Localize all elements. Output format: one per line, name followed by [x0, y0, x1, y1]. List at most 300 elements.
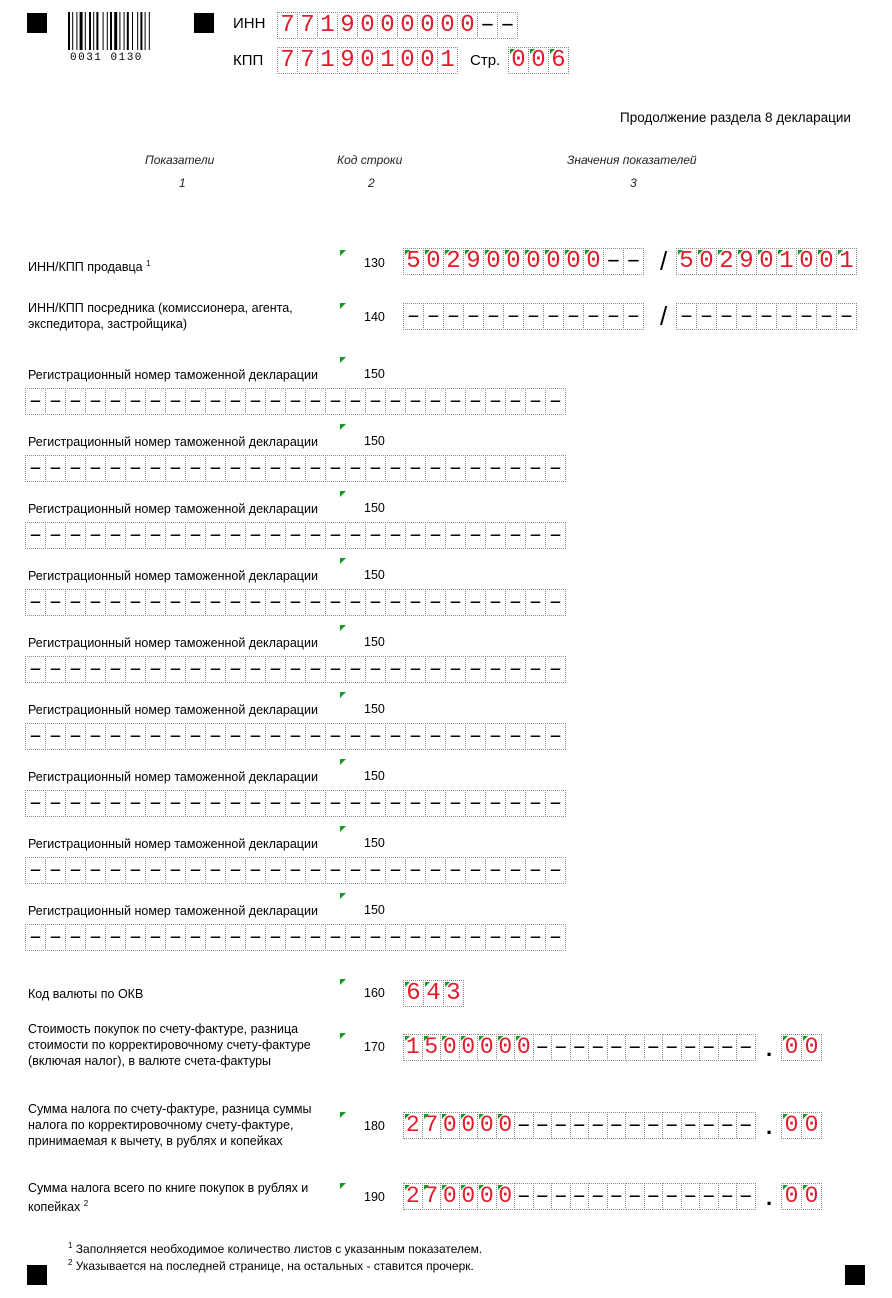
customs-label: Регистрационный номер таможенной декларации: [28, 435, 318, 449]
char-cell: –: [305, 589, 326, 616]
cell-corner-mark: [758, 250, 763, 255]
char-cell: –: [445, 388, 466, 415]
char-cell: 9: [337, 47, 358, 74]
cell-corner-mark: [516, 1036, 521, 1041]
customs-number-cells[interactable]: [25, 857, 565, 884]
char-cell: –: [365, 522, 386, 549]
total-cells[interactable]: [403, 1183, 755, 1210]
cell-corner-mark: [479, 1036, 484, 1041]
char-cell: 2: [443, 248, 464, 275]
char-cell: –: [405, 455, 426, 482]
char-cell: –: [570, 1183, 590, 1210]
cell-corner-mark: [505, 250, 510, 255]
seller-kpp-cells[interactable]: [676, 248, 856, 275]
char-cell: –: [607, 1034, 627, 1061]
seller-label: ИНН/КПП продавца $^1$: [28, 259, 151, 275]
cell-corner-mark: [778, 250, 783, 255]
char-cell: –: [265, 656, 286, 683]
char-cell: –: [265, 589, 286, 616]
cell-corner-mark: [405, 250, 410, 255]
cell-corner-mark: [510, 49, 515, 54]
char-cell: –: [305, 790, 326, 817]
char-cell: –: [145, 790, 166, 817]
char-cell: –: [285, 589, 306, 616]
cost-cells[interactable]: [403, 1034, 755, 1061]
char-cell: –: [796, 303, 817, 330]
char-cell: –: [145, 388, 166, 415]
char-cell: –: [25, 656, 46, 683]
char-cell: –: [85, 388, 106, 415]
total-label: Сумма налога всего по книге покупок в рублях и копейках $^2$: [28, 1181, 309, 1215]
char-cell: –: [445, 790, 466, 817]
char-cell: –: [505, 656, 526, 683]
char-cell: –: [625, 1183, 645, 1210]
cost-decimal-point: .: [766, 1036, 773, 1061]
char-cell: –: [345, 857, 366, 884]
char-cell: –: [525, 388, 546, 415]
char-cell: –: [385, 857, 406, 884]
customs-label: Регистрационный номер таможенной декларации: [28, 502, 318, 516]
intermediary-kpp-cells[interactable]: [676, 303, 856, 330]
char-cell: –: [225, 589, 246, 616]
code-marker: [340, 893, 346, 899]
char-cell: –: [165, 455, 186, 482]
cell-corner-mark: [479, 1185, 484, 1190]
char-cell: –: [485, 656, 506, 683]
char-cell: –: [405, 656, 426, 683]
char-cell: –: [105, 790, 126, 817]
char-cell: –: [265, 455, 286, 482]
intermediary-slash: /: [660, 301, 668, 331]
code-marker: [340, 491, 346, 497]
tax-label: Сумма налога по счету-фактуре, разница суммы налога по корректировочному счету-фактуре, принимаемая к вычету, в рублях и копейках: [28, 1102, 312, 1148]
inn-label: ИНН: [233, 15, 266, 32]
barcode-bar: [85, 12, 86, 50]
char-cell: –: [756, 303, 777, 330]
char-cell: –: [736, 1112, 756, 1139]
char-cell: –: [425, 589, 446, 616]
char-cell: –: [425, 455, 446, 482]
char-cell: 0: [801, 1034, 822, 1061]
barcode-bar: [149, 12, 150, 50]
barcode-bar: [119, 12, 120, 50]
char-cell: –: [662, 1112, 682, 1139]
char-cell: 1: [437, 47, 458, 74]
kpp-cells[interactable]: [277, 47, 457, 74]
char-cell: –: [477, 12, 498, 39]
char-cell: –: [165, 656, 186, 683]
char-cell: –: [736, 303, 757, 330]
char-cell: –: [533, 1034, 553, 1061]
char-cell: –: [718, 1112, 738, 1139]
char-cell: –: [245, 924, 266, 951]
char-cell: –: [545, 388, 566, 415]
char-cell: –: [285, 522, 306, 549]
char-cell: –: [165, 924, 186, 951]
char-cell: 0: [440, 1034, 460, 1061]
char-cell: –: [405, 589, 426, 616]
char-cell: –: [485, 589, 506, 616]
cell-corner-mark: [425, 982, 430, 987]
customs-number-cells[interactable]: [25, 522, 565, 549]
cell-corner-mark: [405, 1185, 410, 1190]
cell-corner-mark: [442, 1185, 447, 1190]
customs-number-cells[interactable]: [25, 924, 565, 951]
char-cell: –: [644, 1183, 664, 1210]
char-cell: –: [525, 522, 546, 549]
char-cell: 0: [397, 47, 418, 74]
char-cell: –: [145, 924, 166, 951]
char-cell: –: [165, 522, 186, 549]
char-cell: –: [125, 790, 146, 817]
cost-kopeck-cells[interactable]: [781, 1034, 821, 1061]
footnote-1: $^1$ Заполняется необходимое количество листов с указанным показателем.: [68, 1241, 483, 1256]
char-cell: –: [185, 388, 206, 415]
char-cell: –: [285, 656, 306, 683]
cell-corner-mark: [461, 1036, 466, 1041]
char-cell: –: [325, 522, 346, 549]
customs-number-cells[interactable]: [25, 589, 565, 616]
char-cell: –: [325, 857, 346, 884]
char-cell: –: [425, 723, 446, 750]
barcode-bar: [124, 12, 125, 50]
char-cell: –: [305, 723, 326, 750]
char-cell: –: [305, 388, 326, 415]
char-cell: –: [205, 857, 226, 884]
code-marker: [340, 1183, 346, 1189]
barcode-bar: [137, 12, 138, 50]
tax-cells[interactable]: [403, 1112, 755, 1139]
char-cell: –: [185, 857, 206, 884]
char-cell: –: [105, 388, 126, 415]
char-cell: –: [65, 455, 86, 482]
char-cell: –: [165, 589, 186, 616]
customs-number-cells[interactable]: [25, 455, 565, 482]
char-cell: –: [465, 388, 486, 415]
char-cell: –: [205, 790, 226, 817]
char-cell: –: [105, 455, 126, 482]
char-cell: –: [405, 522, 426, 549]
char-cell: –: [623, 303, 644, 330]
barcode-bar: [127, 12, 129, 50]
char-cell: –: [405, 790, 426, 817]
char-cell: –: [65, 857, 86, 884]
char-cell: 0: [483, 248, 504, 275]
char-cell: –: [716, 303, 737, 330]
char-cell: –: [145, 589, 166, 616]
char-cell: 0: [477, 1034, 497, 1061]
char-cell: –: [325, 455, 346, 482]
code-marker: [340, 692, 346, 698]
char-cell: 1: [317, 12, 338, 39]
char-cell: –: [65, 790, 86, 817]
cell-corner-mark: [424, 1114, 429, 1119]
char-cell: –: [681, 1034, 701, 1061]
cell-corner-mark: [405, 1036, 410, 1041]
cost-code: 170: [364, 1040, 385, 1054]
char-cell: –: [423, 303, 444, 330]
cell-corner-mark: [461, 1185, 466, 1190]
char-cell: –: [225, 388, 246, 415]
char-cell: –: [545, 924, 566, 951]
cell-corner-mark: [445, 982, 450, 987]
char-cell: –: [365, 723, 386, 750]
char-cell: –: [588, 1112, 608, 1139]
char-cell: –: [205, 723, 226, 750]
char-cell: –: [385, 522, 406, 549]
cell-corner-mark: [718, 250, 723, 255]
corner-marker-bottom-left: [27, 1265, 47, 1285]
char-cell: 0: [423, 248, 444, 275]
customs-code: 150: [364, 434, 385, 448]
char-cell: 7: [277, 47, 298, 74]
char-cell: –: [25, 790, 46, 817]
char-cell: –: [105, 589, 126, 616]
customs-number-cells[interactable]: [25, 723, 565, 750]
cell-corner-mark: [545, 250, 550, 255]
char-cell: –: [305, 924, 326, 951]
char-cell: –: [570, 1034, 590, 1061]
char-cell: –: [285, 857, 306, 884]
code-marker: [340, 250, 346, 256]
currency-code: 160: [364, 986, 385, 1000]
barcode-bar: [145, 12, 146, 50]
char-cell: 1: [377, 47, 398, 74]
barcode-bar: [103, 12, 104, 50]
char-cell: –: [105, 522, 126, 549]
char-cell: –: [625, 1112, 645, 1139]
char-cell: –: [185, 589, 206, 616]
char-cell: 0: [781, 1183, 802, 1210]
char-cell: –: [405, 857, 426, 884]
char-cell: –: [676, 303, 697, 330]
inn-cells[interactable]: [277, 12, 517, 39]
char-cell: –: [225, 723, 246, 750]
char-cell: –: [505, 857, 526, 884]
char-cell: –: [65, 388, 86, 415]
char-cell: 0: [437, 12, 458, 39]
code-marker: [340, 357, 346, 363]
char-cell: –: [85, 656, 106, 683]
char-cell: –: [345, 589, 366, 616]
char-cell: –: [265, 924, 286, 951]
char-cell: –: [45, 455, 66, 482]
page-cells[interactable]: [508, 47, 568, 74]
tax-code: 180: [364, 1119, 385, 1133]
char-cell: 0: [781, 1034, 802, 1061]
char-cell: –: [245, 455, 266, 482]
char-cell: –: [225, 790, 246, 817]
column-number-3: 3: [630, 176, 637, 190]
customs-code: 150: [364, 367, 385, 381]
char-cell: –: [45, 656, 66, 683]
char-cell: –: [65, 924, 86, 951]
char-cell: –: [445, 857, 466, 884]
seller-code: 130: [364, 256, 385, 270]
char-cell: 5: [403, 248, 424, 275]
char-cell: –: [365, 857, 386, 884]
char-cell: –: [265, 388, 286, 415]
customs-code: 150: [364, 769, 385, 783]
char-cell: –: [85, 522, 106, 549]
barcode-bar: [107, 12, 108, 50]
char-cell: –: [325, 924, 346, 951]
cell-corner-mark: [424, 1185, 429, 1190]
cell-corner-mark: [405, 982, 410, 987]
char-cell: –: [25, 455, 46, 482]
char-cell: –: [425, 656, 446, 683]
char-cell: –: [365, 589, 386, 616]
code-marker: [340, 558, 346, 564]
char-cell: –: [545, 857, 566, 884]
cell-corner-mark: [424, 1036, 429, 1041]
currency-cells[interactable]: [403, 980, 463, 1007]
seller-slash: /: [660, 246, 668, 276]
char-cell: –: [345, 723, 366, 750]
char-cell: 7: [297, 47, 318, 74]
seller-inn-cells[interactable]: [403, 248, 643, 275]
customs-code: 150: [364, 702, 385, 716]
char-cell: –: [445, 656, 466, 683]
barcode-bar: [72, 12, 73, 50]
code-marker: [340, 1112, 346, 1118]
char-cell: –: [485, 790, 506, 817]
char-cell: –: [285, 790, 306, 817]
char-cell: –: [245, 857, 266, 884]
char-cell: –: [265, 723, 286, 750]
char-cell: –: [165, 388, 186, 415]
customs-code: 150: [364, 836, 385, 850]
char-cell: 2: [403, 1183, 423, 1210]
char-cell: –: [265, 522, 286, 549]
customs-number-cells[interactable]: [25, 656, 565, 683]
char-cell: –: [245, 790, 266, 817]
char-cell: –: [816, 303, 837, 330]
char-cell: 0: [563, 248, 584, 275]
cell-corner-mark: [498, 1114, 503, 1119]
char-cell: –: [465, 589, 486, 616]
char-cell: –: [551, 1183, 571, 1210]
char-cell: 2: [716, 248, 737, 275]
code-marker: [340, 1033, 346, 1039]
cell-corner-mark: [498, 1036, 503, 1041]
barcode-bar: [110, 12, 112, 50]
char-cell: 6: [403, 980, 424, 1007]
char-cell: –: [225, 656, 246, 683]
customs-number-cells[interactable]: [25, 388, 565, 415]
char-cell: –: [345, 924, 366, 951]
char-cell: 0: [543, 248, 564, 275]
char-cell: –: [603, 303, 624, 330]
char-cell: –: [505, 723, 526, 750]
char-cell: –: [145, 455, 166, 482]
cell-corner-mark: [550, 49, 555, 54]
page-label: Стр.: [470, 52, 501, 69]
char-cell: –: [607, 1183, 627, 1210]
char-cell: –: [551, 1112, 571, 1139]
char-cell: –: [696, 303, 717, 330]
code-marker: [340, 759, 346, 765]
char-cell: –: [185, 790, 206, 817]
customs-code: 150: [364, 903, 385, 917]
char-cell: 0: [457, 12, 478, 39]
char-cell: 7: [422, 1112, 442, 1139]
char-cell: –: [25, 723, 46, 750]
char-cell: –: [25, 589, 46, 616]
char-cell: –: [345, 388, 366, 415]
char-cell: –: [505, 790, 526, 817]
char-cell: –: [588, 1183, 608, 1210]
char-cell: 5: [676, 248, 697, 275]
char-cell: –: [345, 455, 366, 482]
char-cell: –: [625, 1034, 645, 1061]
char-cell: –: [325, 723, 346, 750]
char-cell: 5: [422, 1034, 442, 1061]
code-marker: [340, 625, 346, 631]
char-cell: –: [385, 723, 406, 750]
char-cell: –: [325, 388, 346, 415]
char-cell: –: [545, 790, 566, 817]
barcode-bar: [114, 12, 117, 50]
char-cell: 0: [459, 1183, 479, 1210]
char-cell: –: [545, 589, 566, 616]
char-cell: –: [563, 303, 584, 330]
char-cell: –: [205, 522, 226, 549]
char-cell: –: [545, 522, 566, 549]
char-cell: –: [405, 388, 426, 415]
barcode-bar: [80, 12, 83, 50]
char-cell: –: [699, 1112, 719, 1139]
char-cell: –: [385, 455, 406, 482]
char-cell: –: [65, 723, 86, 750]
char-cell: –: [603, 248, 624, 275]
intermediary-inn-cells[interactable]: [403, 303, 643, 330]
char-cell: 9: [463, 248, 484, 275]
cost-label: Стоимость покупок по счету-фактуре, разница стоимости по корректировочному счету-фактуре (включая налог), в валюте счета-фактуры: [28, 1022, 311, 1068]
char-cell: –: [681, 1112, 701, 1139]
char-cell: –: [225, 924, 246, 951]
barcode-bar: [132, 12, 133, 50]
char-cell: 0: [583, 248, 604, 275]
char-cell: –: [345, 656, 366, 683]
char-cell: 0: [496, 1183, 516, 1210]
char-cell: 0: [357, 12, 378, 39]
cell-corner-mark: [498, 1185, 503, 1190]
customs-number-cells[interactable]: [25, 790, 565, 817]
customs-code: 150: [364, 568, 385, 582]
char-cell: –: [425, 857, 446, 884]
char-cell: –: [425, 522, 446, 549]
char-cell: –: [545, 455, 566, 482]
char-cell: 1: [317, 47, 338, 74]
char-cell: –: [525, 723, 546, 750]
char-cell: –: [543, 303, 564, 330]
char-cell: 7: [277, 12, 298, 39]
char-cell: –: [285, 455, 306, 482]
char-cell: –: [345, 790, 366, 817]
char-cell: –: [405, 924, 426, 951]
corner-marker-top-right: [194, 13, 214, 33]
char-cell: –: [483, 303, 504, 330]
tax-kopeck-cells[interactable]: [781, 1112, 821, 1139]
char-cell: –: [365, 790, 386, 817]
char-cell: –: [65, 522, 86, 549]
char-cell: –: [65, 589, 86, 616]
total-kopeck-cells[interactable]: [781, 1183, 821, 1210]
customs-label: Регистрационный номер таможенной декларации: [28, 368, 318, 382]
char-cell: –: [45, 723, 66, 750]
char-cell: 1: [836, 248, 857, 275]
